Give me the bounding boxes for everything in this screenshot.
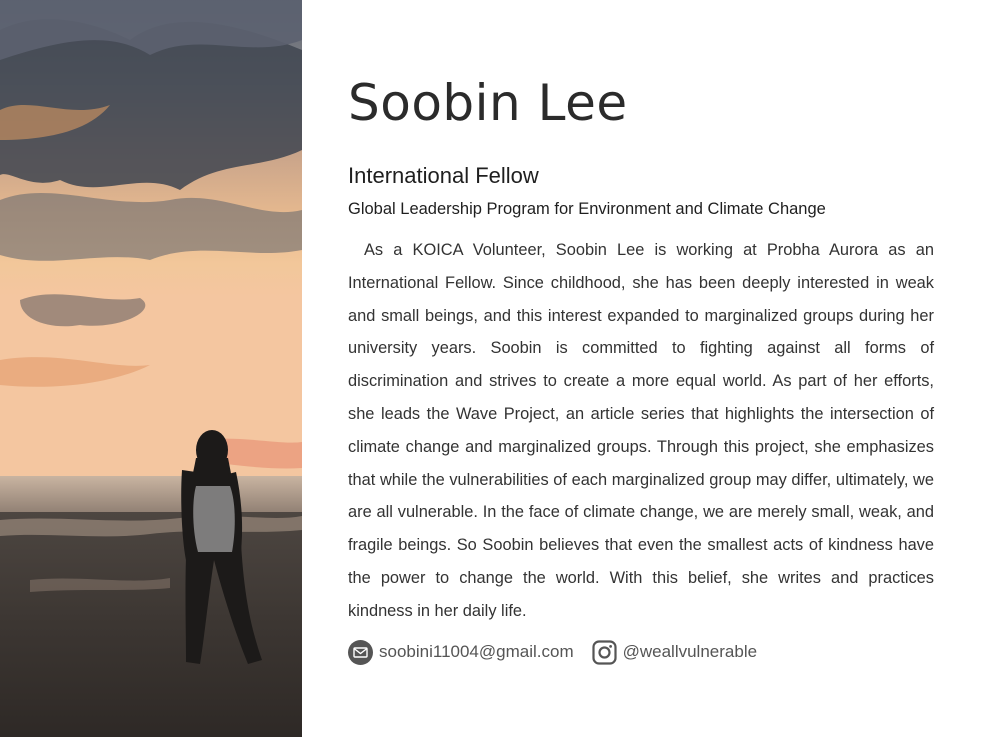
mail-icon <box>348 640 373 665</box>
profile-name: Soobin Lee <box>348 74 628 132</box>
instagram-contact[interactable] <box>592 640 757 665</box>
instagram-icon <box>592 640 617 665</box>
instagram-handle[interactable]: @weallvulnerable <box>622 642 758 661</box>
profile-photo <box>0 0 302 737</box>
email-text[interactable]: soobini11004@gmail.com <box>379 642 574 661</box>
profile-role: International Fellow <box>348 163 539 188</box>
contact-row <box>348 639 775 665</box>
profile-content <box>348 0 938 737</box>
profile-bio: As a KOICA Volunteer, Soobin Lee is working at Probha Aurora as an International Fellow. Since childhood, she has been deeply interested in weak and small beings, and this interest expanded to marginalized groups during her university years. Soobin is committed to fighting against all forms of discrimination and strives to create a more equal world. As part of her efforts, she leads the Wave Project, an article series that highlights the intersection of climate change and marginalized groups. Through this project, she emphasizes that while the vulnerabilities of each marginalized group may differ, ultimately, we are all vulnerable. In the face of climate change, we are merely small, weak, and fragile beings. So Soobin believes that even the smallest acts of kindness have the power to change the world. With this belief, she writes and practices kindness in her daily life. <box>348 241 934 620</box>
email-contact[interactable] <box>348 640 574 665</box>
profile-program: Global Leadership Program for Environment and Climate Change <box>348 200 826 218</box>
